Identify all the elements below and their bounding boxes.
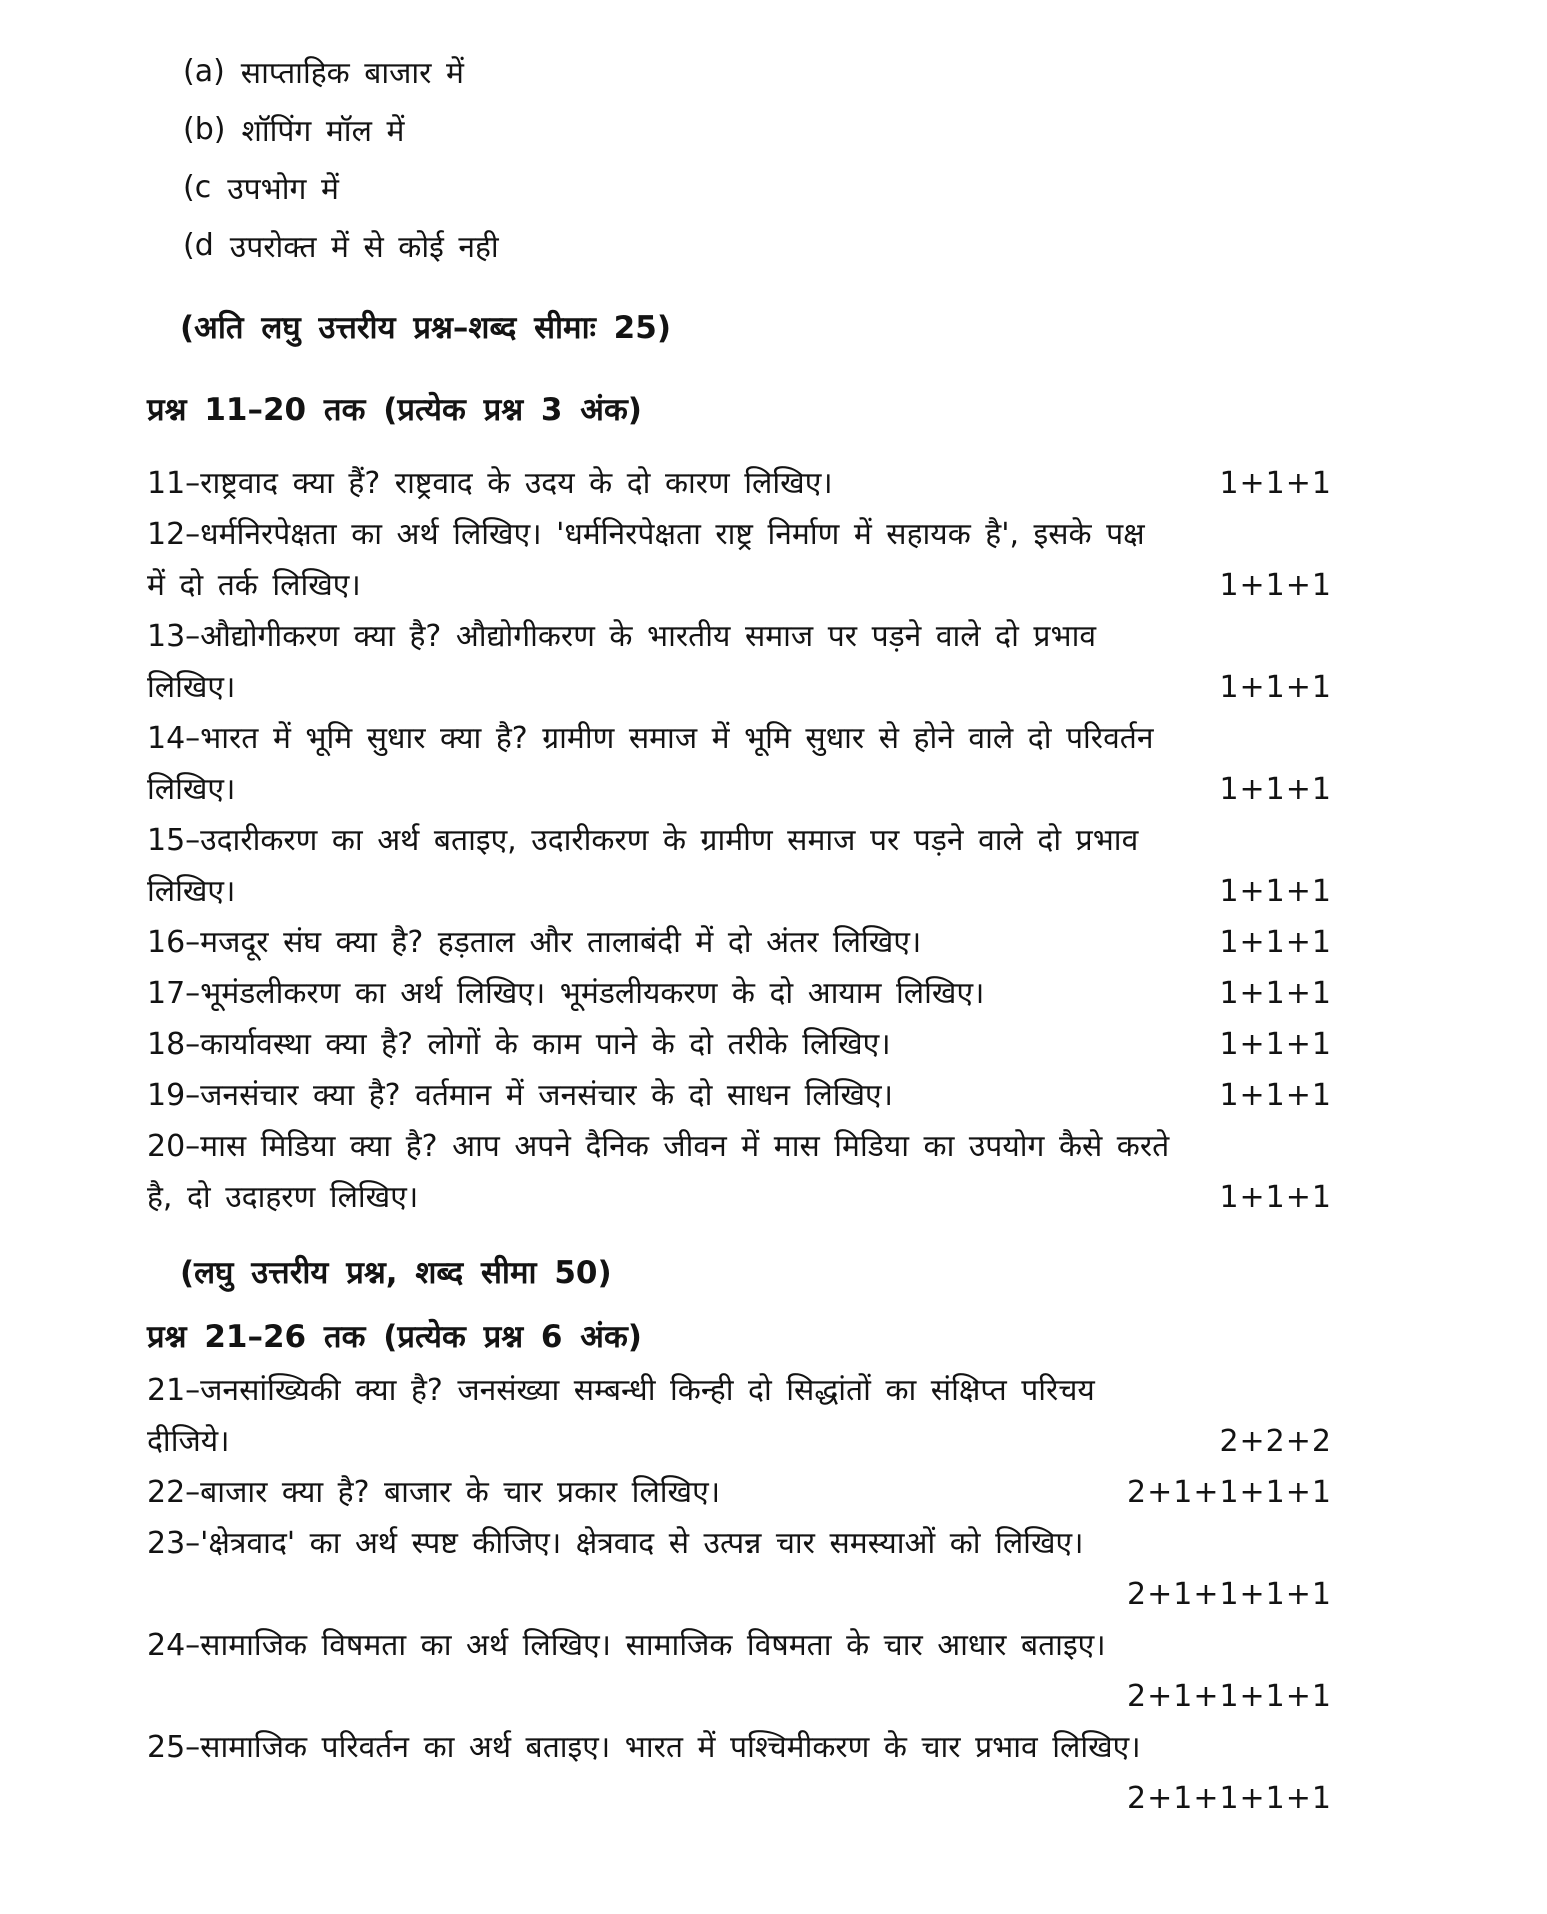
question-17 <box>147 968 1332 1019</box>
question-text: 21–जनसांख्यिकी क्या है? जनसंख्या सम्बन्धी किन्ही दो सिद्धांतों का संक्षिप्त परिचय <box>147 1373 1095 1408</box>
question-text: 23–'क्षेत्रवाद' का अर्थ स्पष्ट कीजिए। क्षेत्रवाद से उत्पन्न चार समस्याओं को लिखिए। <box>147 1526 1084 1561</box>
question-16 <box>147 917 1332 968</box>
question-12 <box>147 509 1332 611</box>
question-text: 14–भारत में भूमि सुधार क्या है? ग्रामीण समाज में भूमि सुधार से होने वाले दो परिवर्तन <box>147 721 1154 756</box>
question-marks: 1+1+1 <box>1219 1078 1332 1113</box>
question-text: 15–उदारीकरण का अर्थ बताइए, उदारीकरण के ग्रामीण समाज पर पड़ने वाले दो प्रभाव <box>147 823 1139 858</box>
option-marker: (c <box>183 169 212 205</box>
option-b <box>147 100 1332 158</box>
section2-subheading: प्रश्न 21–26 तक (प्रत्येक प्रश्न 6 अंक) <box>147 1319 642 1355</box>
option-d <box>147 216 1332 274</box>
option-text: साप्ताहिक बाजार में <box>240 55 464 91</box>
option-marker: (b) <box>183 111 226 147</box>
question-text: में दो तर्क लिखिए। <box>147 568 361 603</box>
question-15 <box>147 815 1332 917</box>
question-text: लिखिए। <box>147 670 236 705</box>
section1-subheading: प्रश्न 11–20 तक (प्रत्येक प्रश्न 3 अंक) <box>147 392 642 428</box>
question-text: 17–भूमंडलीकरण का अर्थ लिखिए। भूमंडलीयकरण के दो आयाम लिखिए। <box>147 976 985 1011</box>
question-22 <box>147 1467 1332 1518</box>
question-19 <box>147 1070 1332 1121</box>
option-marker: (d <box>183 227 214 263</box>
question-marks: 2+1+1+1+1 <box>1127 1577 1332 1612</box>
option-text: उपरोक्त में से कोई नही <box>229 229 499 265</box>
option-text: उपभोग में <box>227 171 339 207</box>
section1-questions <box>147 458 1332 1223</box>
question-text: है, दो उदाहरण लिखिए। <box>147 1180 419 1215</box>
question-marks: 1+1+1 <box>1219 568 1332 603</box>
question-marks: 1+1+1 <box>1219 925 1332 960</box>
question-marks: 1+1+1 <box>1219 1027 1332 1062</box>
question-marks: 1+1+1 <box>1219 1180 1332 1215</box>
question-text: 18–कार्यावस्था क्या है? लोगों के काम पाने के दो तरीके लिखिए। <box>147 1027 891 1062</box>
question-text: दीजिये। <box>147 1424 230 1459</box>
question-text: 22–बाजार क्या है? बाजार के चार प्रकार लिखिए। <box>147 1475 721 1510</box>
question-text: 11–राष्ट्रवाद क्या हैं? राष्ट्रवाद के उदय के दो कारण लिखिए। <box>147 466 833 501</box>
question-marks: 1+1+1 <box>1219 874 1332 909</box>
question-text: 16–मजदूर संघ क्या है? हड़ताल और तालाबंदी में दो अंतर लिखिए। <box>147 925 922 960</box>
question-marks: 2+1+1+1+1 <box>1127 1781 1332 1816</box>
question-21 <box>147 1365 1332 1467</box>
question-text: 25–सामाजिक परिवर्तन का अर्थ बताइए। भारत में पश्चिमीकरण के चार प्रभाव लिखिए। <box>147 1730 1141 1765</box>
question-text: लिखिए। <box>147 772 236 807</box>
question-text: 12–धर्मनिरपेक्षता का अर्थ लिखिए। 'धर्मनिरपेक्षता राष्ट्र निर्माण में सहायक है', इसके पक्ष <box>147 517 1145 552</box>
question-marks: 2+1+1+1+1 <box>1127 1679 1332 1714</box>
question-18 <box>147 1019 1332 1070</box>
option-text: शॉपिंग मॉल में <box>241 113 405 149</box>
question-marks: 1+1+1 <box>1219 466 1332 501</box>
question-text: 24–सामाजिक विषमता का अर्थ लिखिए। सामाजिक विषमता के चार आधार बताइए। <box>147 1628 1106 1663</box>
question-marks: 1+1+1 <box>1219 772 1332 807</box>
question-24 <box>147 1620 1332 1722</box>
question-marks: 1+1+1 <box>1219 670 1332 705</box>
question-20 <box>147 1121 1332 1223</box>
option-a <box>147 42 1332 100</box>
question-text: 20–मास मिडिया क्या है? आप अपने दैनिक जीवन में मास मिडिया का उपयोग कैसे करते <box>147 1129 1170 1164</box>
question-text: लिखिए। <box>147 874 236 909</box>
question-13 <box>147 611 1332 713</box>
question-23 <box>147 1518 1332 1620</box>
section2-heading: (लघु उत्तरीय प्रश्न, शब्द सीमा 50) <box>180 1255 612 1291</box>
question-marks: 2+1+1+1+1 <box>1127 1475 1332 1510</box>
section2-questions <box>147 1365 1332 1824</box>
option-c <box>147 158 1332 216</box>
question-14 <box>147 713 1332 815</box>
option-marker: (a) <box>183 53 225 89</box>
question-marks: 2+2+2 <box>1219 1424 1332 1459</box>
section1-heading: (अति लघु उत्तरीय प्रश्न–शब्द सीमाः 25) <box>180 310 671 346</box>
question-text: 19–जनसंचार क्या है? वर्तमान में जनसंचार के दो साधन लिखिए। <box>147 1078 893 1113</box>
question-marks: 1+1+1 <box>1219 976 1332 1011</box>
question-25 <box>147 1722 1332 1824</box>
question-text: 13–औद्योगीकरण क्या है? औद्योगीकरण के भारतीय समाज पर पड़ने वाले दो प्रभाव <box>147 619 1097 654</box>
question-11 <box>147 458 1332 509</box>
